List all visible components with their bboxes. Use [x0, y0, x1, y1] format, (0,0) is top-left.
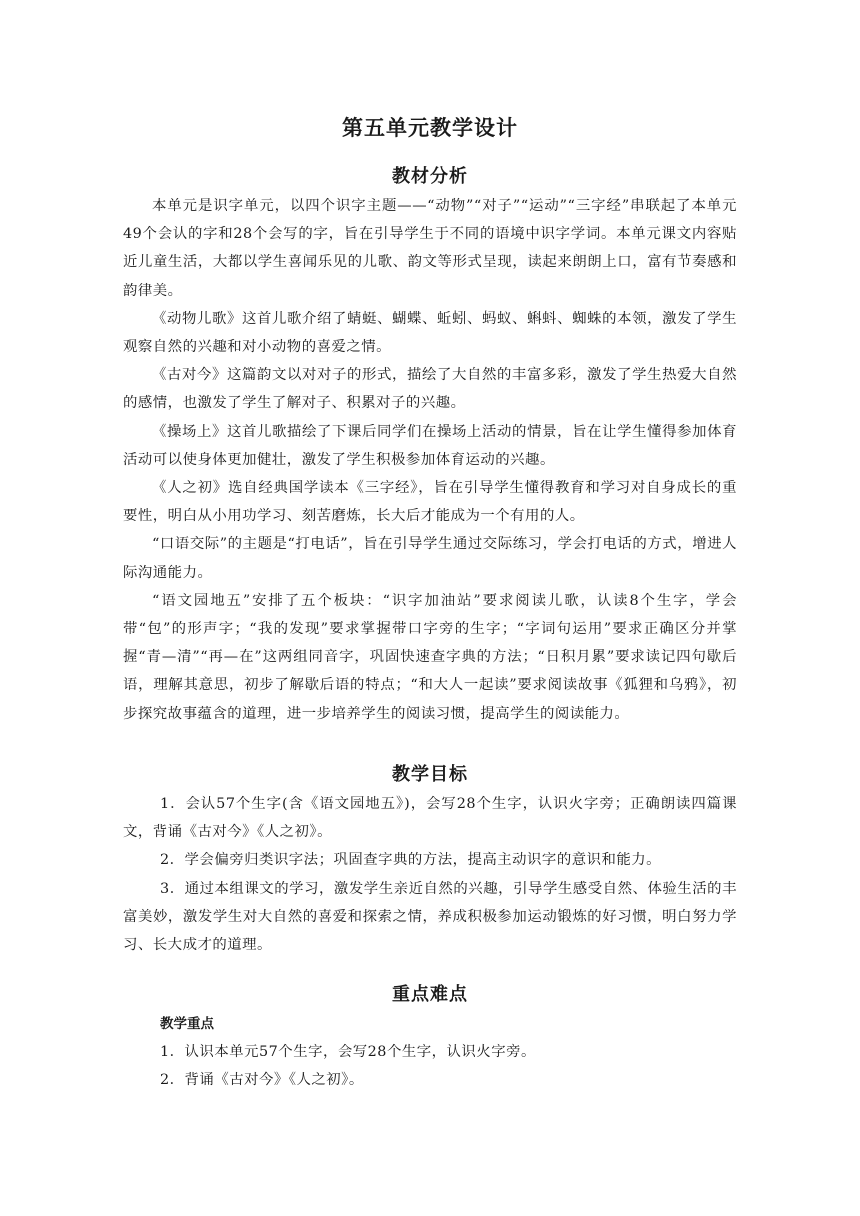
focus-item: 2．背诵《古对今》《人之初》。	[160, 1072, 364, 1089]
section-heading-teaching-goals: 教学目标	[392, 764, 468, 785]
section-teaching-goals	[123, 760, 737, 959]
goal-item: 3．通过本组课文的学习，激发学生亲近自然的兴趣，引导学生感受自然、体验生活的丰富美妙，激发学生对大自然的喜爱和探索之情，养成积极参加运动锻炼的好习惯，明白努力学习、长大成才的道理。	[123, 880, 737, 954]
goal-item: 1．会认57个生字(含《语文园地五》)，会写28个生字，认识火字旁；正确朗读四篇课文，背诵《古对今》《人之初》。	[123, 796, 737, 841]
analysis-paragraph: 《操场上》这首儿歌描绘了下课后同学们在操场上活动的情景，旨在让学生懂得参加体育活动可以使身体更加健壮，激发了学生积极参加体育运动的兴趣。	[123, 423, 737, 468]
section-heading-key-points: 重点难点	[392, 984, 468, 1005]
analysis-paragraph: “语文园地五”安排了五个板块：“识字加油站”要求阅读儿歌，认读8个生字，学会带“包”的形声字；“我的发现”要求掌握带口字旁的生字；“字词句运用”要求正确区分并掌握“青—清”“再—在”这两组同音字，巩固快速查字典的方法；“日积月累”要求读记四句歇后语，理解其意思，初步了解歇后语的特点；“和大人一起读”要求阅读故事《狐狸和乌鸦》，初步探究故事蕴含的道理，进一步培养学生的阅读习惯，提高学生的阅读能力。	[123, 592, 737, 722]
analysis-paragraph: 《古对今》这篇韵文以对对子的形式，描绘了大自然的丰富多彩，激发了学生热爱大自然的感情，也激发了学生了解对子、积累对子的兴趣。	[123, 367, 737, 412]
section-material-analysis	[123, 162, 737, 728]
analysis-paragraph: “口语交际”的主题是“打电话”，旨在引导学生通过交际练习，学会打电话的方式，增进人际沟通能力。	[123, 536, 737, 581]
analysis-paragraph: 本单元是识字单元，以四个识字主题——“动物”“对子”“运动”“三字经”串联起了本单元49个会认的字和28个会写的字，旨在引导学生于不同的语境中识字学词。本单元课文内容贴近儿童生活，大都以学生喜闻乐见的儿歌、韵文等形式呈现，读起来朗朗上口，富有节奏感和韵律美。	[123, 198, 737, 299]
analysis-paragraph: 《人之初》选自经典国学读本《三字经》，旨在引导学生懂得教育和学习对自身成长的重要性，明白从小用功学习、刻苦磨炼，长大后才能成为一个有用的人。	[123, 480, 737, 525]
analysis-paragraph: 《动物儿歌》这首儿歌介绍了蜻蜓、蝴蝶、蚯蚓、蚂蚁、蝌蚪、蜘蛛的本领，激发了学生观察自然的兴趣和对小动物的喜爱之情。	[123, 310, 737, 356]
subheading-teaching-focus: 教学重点	[160, 1016, 214, 1032]
goal-item: 2．学会偏旁归类识字法；巩固查字典的方法，提高主动识字的意识和能力。	[160, 852, 662, 869]
section-heading-material-analysis: 教材分析	[392, 166, 468, 187]
document-title: 第五单元教学设计	[342, 116, 518, 140]
section-key-points	[123, 980, 737, 1094]
focus-item: 1．认识本单元57个生字，会写28个生字，认识火字旁。	[160, 1044, 536, 1060]
